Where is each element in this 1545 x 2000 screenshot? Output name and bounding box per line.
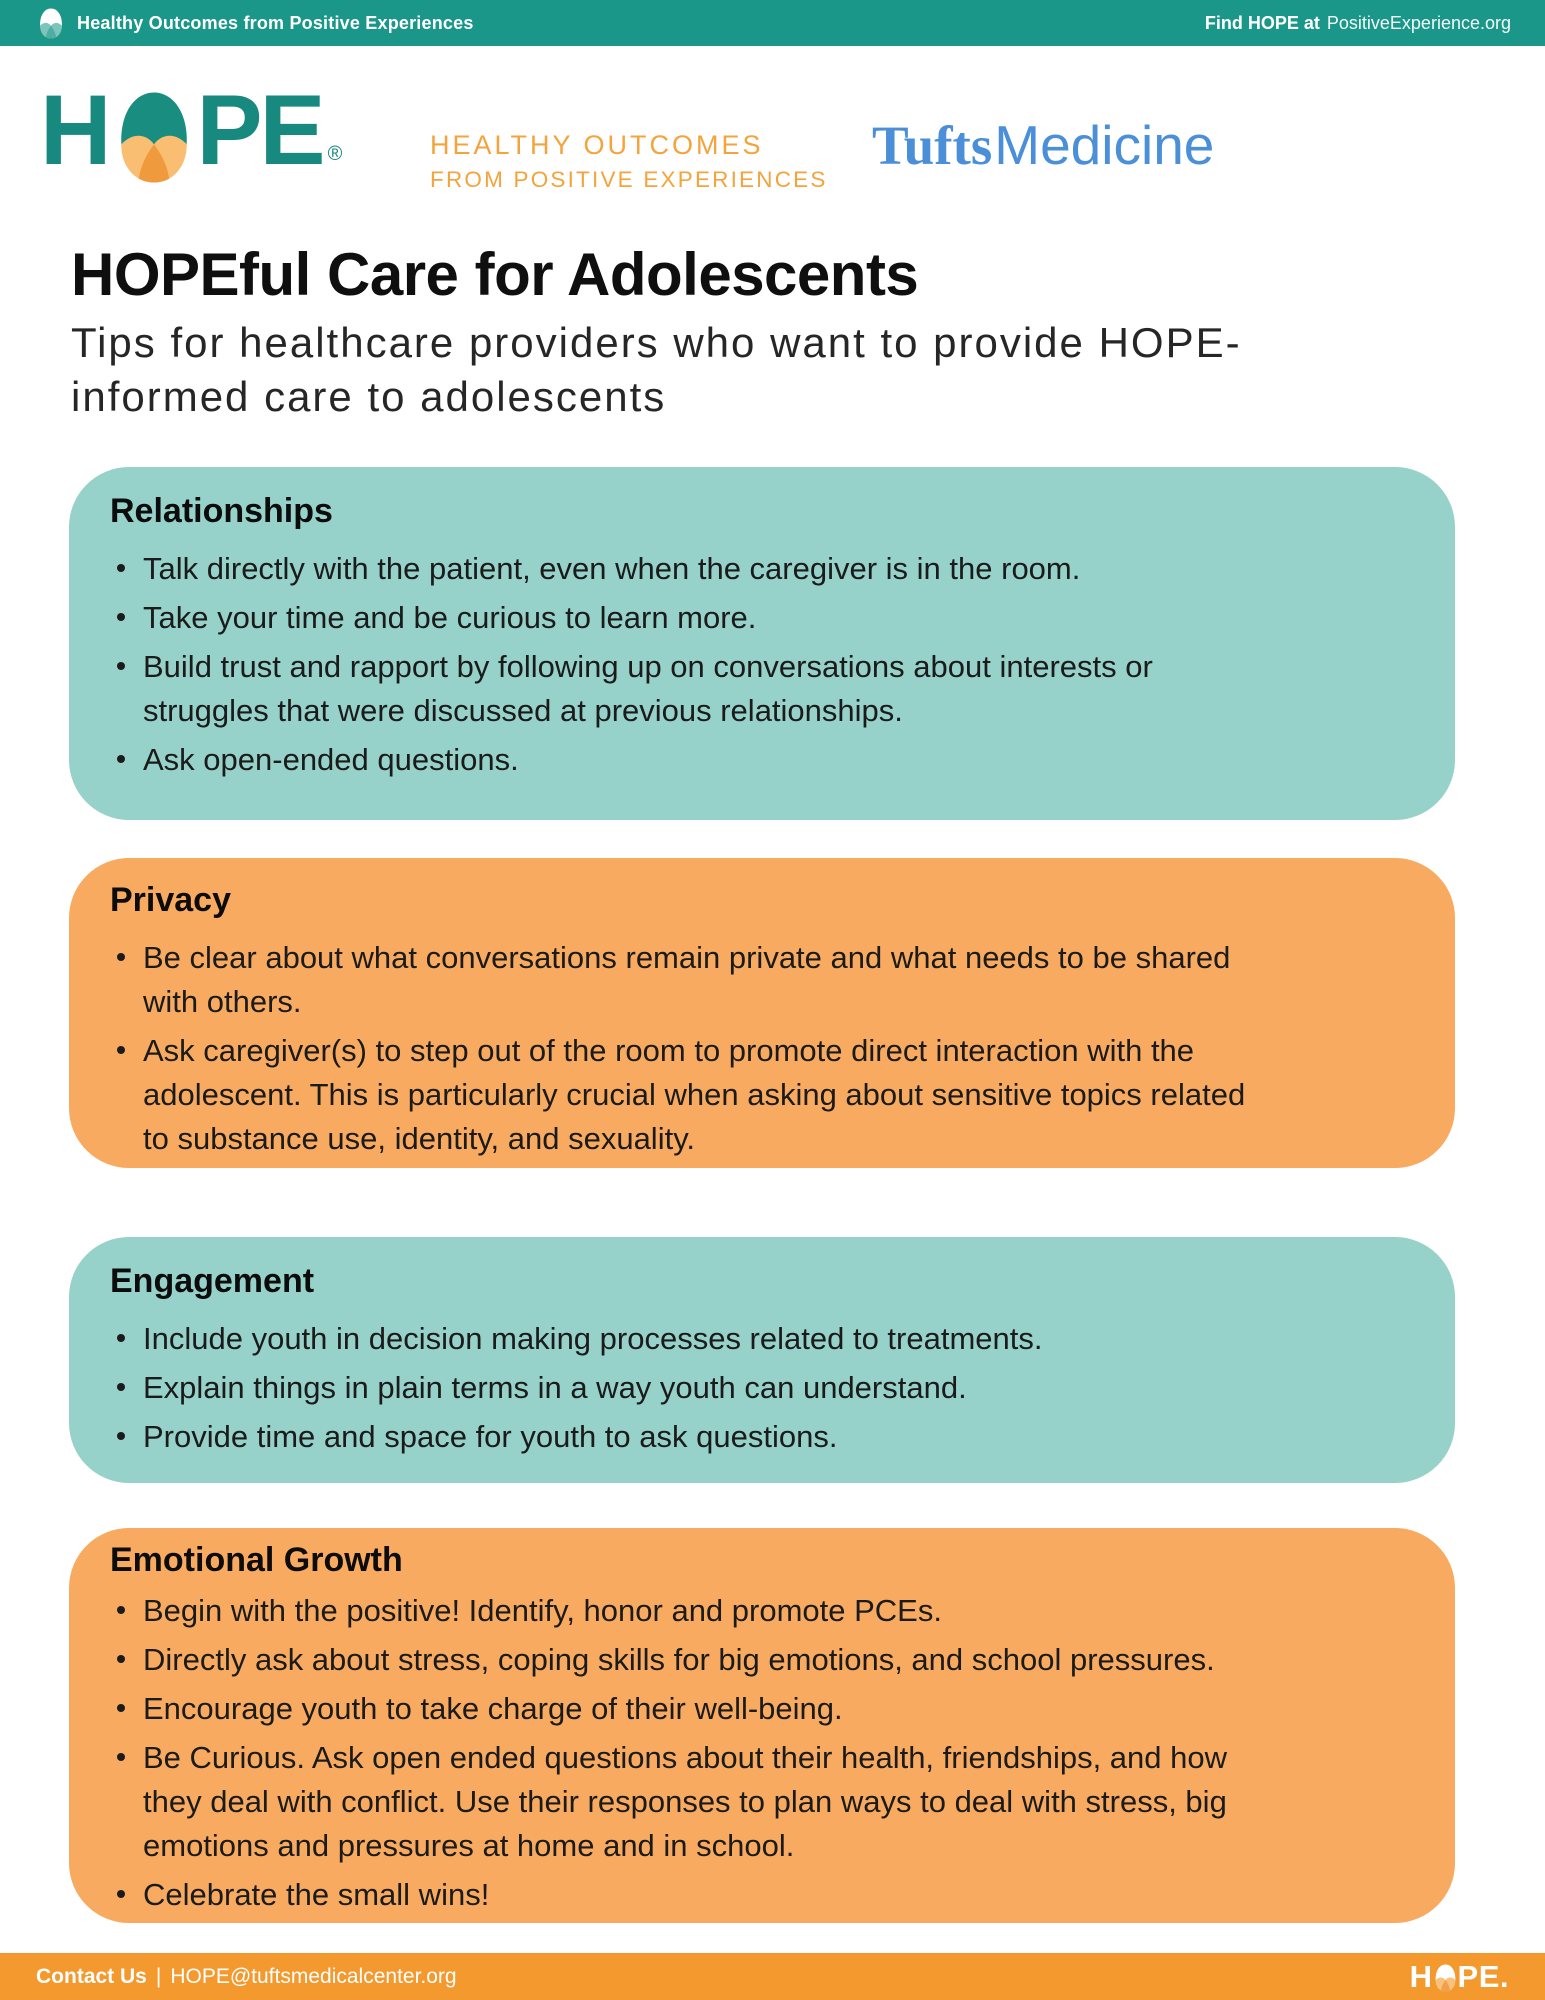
bullet-item: Ask open-ended questions. <box>107 738 1257 782</box>
footer-logo-letters-pe: PE. <box>1457 1958 1509 1994</box>
bullet-list-relationships <box>107 547 1257 782</box>
page-subtitle: Tips for healthcare providers who want to provide HOPE-informed care to adolescents <box>71 319 1242 420</box>
page-title: HOPEful Care for Adolescents <box>71 241 919 308</box>
bullet-item: Be clear about what conversations remain private and what needs to be shared with others. <box>107 936 1257 1024</box>
footer-bar <box>0 1953 1545 2000</box>
bullet-item: Encourage youth to take charge of their well-being. <box>107 1687 1257 1731</box>
section-emotional-growth <box>69 1528 1455 1923</box>
tagline-line-2: FROM POSITIVE EXPERIENCES <box>430 167 828 192</box>
bullet-item: Provide time and space for youth to ask questions. <box>107 1415 1257 1459</box>
bullet-item: Begin with the positive! Identify, honor and promote PCEs. <box>107 1589 1257 1633</box>
find-hope-label: Find HOPE at <box>1204 12 1320 33</box>
bullet-list-emotional-growth <box>107 1589 1257 1917</box>
section-heading-relationships: Relationships <box>110 492 333 530</box>
bullet-item: Be Curious. Ask open ended questions about their health, friendships, and how they deal with conflict. Use their responses to plan ways to deal with stress, big emotions and pressures at home and in school. <box>107 1736 1257 1868</box>
bullet-item: Celebrate the small wins! <box>107 1873 1257 1917</box>
hope-logo <box>40 74 343 185</box>
bullet-item: Directly ask about stress, coping skills for big emotions, and school pressures. <box>107 1638 1257 1682</box>
bullet-item: Ask caregiver(s) to step out of the room to promote direct interaction with the adolescent. This is particularly crucial when asking about sensitive topics related to substance use, identity, and sexuality. <box>107 1029 1257 1161</box>
hope-footer-logo <box>1410 1959 1509 1995</box>
section-heading-engagement: Engagement <box>110 1262 315 1300</box>
footer-egg-icon <box>1434 1964 1457 1992</box>
tufts-medicine-logo <box>872 114 1215 176</box>
footer-separator: | <box>155 1964 162 1988</box>
bullet-list-privacy <box>107 936 1257 1161</box>
contact-us-label: Contact Us <box>36 1964 147 1988</box>
bullet-item: Build trust and rapport by following up on conversations about interests or struggles that were discussed at previous relationships. <box>107 645 1257 733</box>
section-heading-privacy: Privacy <box>110 881 231 919</box>
hope-logo-letter-h: H <box>40 74 109 185</box>
contact-email: HOPE@tuftsmedicalcenter.org <box>170 1964 457 1988</box>
bullet-item: Include youth in decision making processes related to treatments. <box>107 1317 1257 1361</box>
section-heading-emotional-growth: Emotional Growth <box>110 1541 403 1579</box>
hope-logo-letters-pe: PE <box>196 74 323 185</box>
bullet-item: Take your time and be curious to learn more. <box>107 596 1257 640</box>
topbar-find-hope <box>1205 13 1511 34</box>
tagline-line-1: HEALTHY OUTCOMES <box>430 130 764 160</box>
footer-logo-letter-h: H <box>1409 1958 1433 1994</box>
registered-mark: ® <box>327 143 343 165</box>
bullet-item: Talk directly with the patient, even when the caregiver is in the room. <box>107 547 1257 591</box>
hope-egg-o-icon <box>115 91 193 184</box>
hope-tagline <box>430 130 828 193</box>
section-privacy <box>69 858 1455 1168</box>
topbar-brand <box>38 8 474 39</box>
hope-egg-icon <box>38 8 64 39</box>
topbar-brand-text: Healthy Outcomes from Positive Experiences <box>77 12 474 33</box>
footer-contact <box>36 1965 457 1989</box>
find-hope-url: PositiveExperience.org <box>1326 12 1511 33</box>
top-bar <box>0 0 1545 46</box>
tufts-logo-regular: Medicine <box>994 114 1215 176</box>
bullet-list-engagement <box>107 1317 1257 1459</box>
bullet-item: Explain things in plain terms in a way youth can understand. <box>107 1366 1257 1410</box>
tufts-logo-bold: Tufts <box>872 115 993 176</box>
section-engagement <box>69 1237 1455 1483</box>
section-relationships <box>69 467 1455 820</box>
